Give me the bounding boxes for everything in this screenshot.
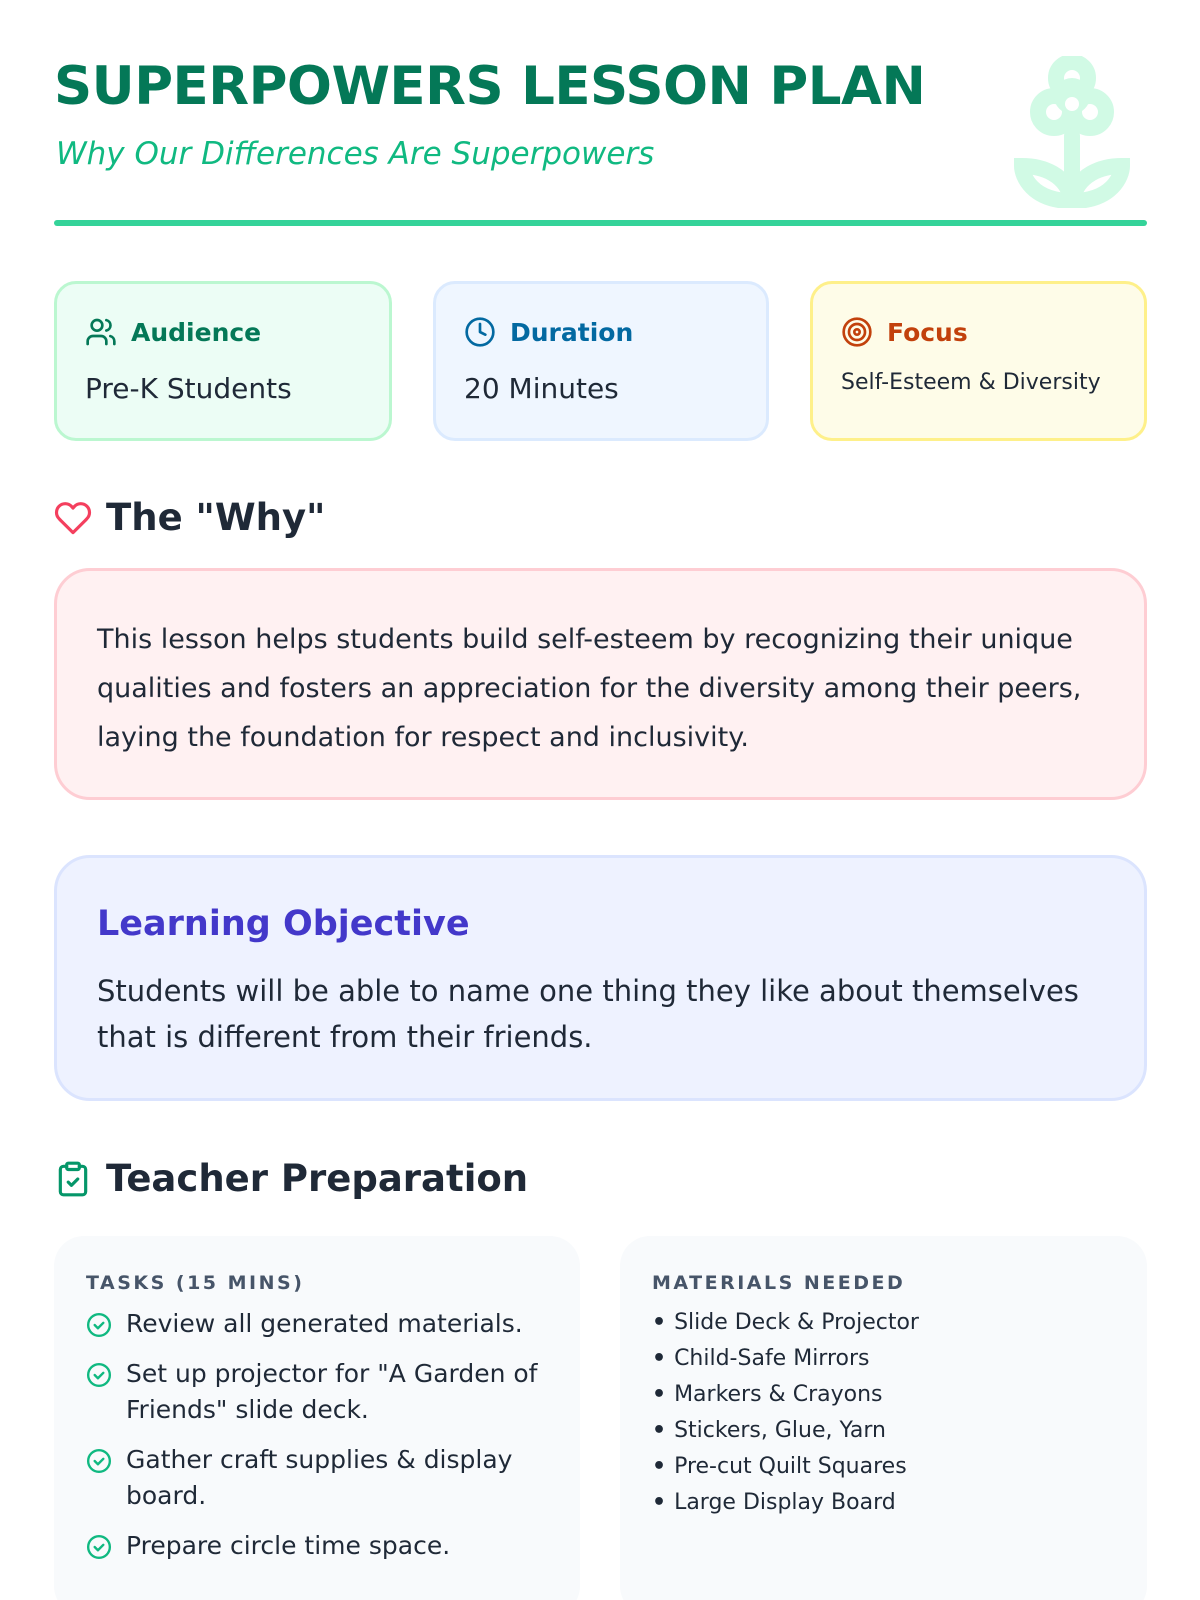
why-box: [54, 568, 1147, 800]
why-heading: [54, 496, 325, 539]
check-circle-icon: [86, 1362, 112, 1388]
task-item: [86, 1442, 546, 1514]
focus-label: Focus: [887, 317, 968, 347]
lesson-plan-page: [54, 0, 1147, 1600]
focus-card: [810, 281, 1147, 441]
task-item: [86, 1528, 546, 1564]
materials-card: [620, 1236, 1147, 1600]
task-item: [86, 1356, 546, 1428]
check-circle-icon: [86, 1448, 112, 1474]
users-icon: [85, 316, 117, 348]
material-text: Pre-cut Quilt Squares: [674, 1454, 907, 1479]
material-item: • Pre-cut Quilt Squares: [652, 1454, 907, 1479]
material-text: Stickers, Glue, Yarn: [674, 1418, 886, 1443]
material-text: Child-Safe Mirrors: [674, 1346, 870, 1371]
header-divider: [54, 220, 1147, 226]
duration-label: Duration: [510, 317, 634, 347]
material-item: • Stickers, Glue, Yarn: [652, 1418, 886, 1443]
flower-icon: [1012, 56, 1132, 208]
objective-box: [54, 855, 1147, 1101]
audience-value: Pre-K Students: [85, 372, 292, 405]
page-title: SUPERPOWERS LESSON PLAN: [54, 56, 926, 117]
focus-value: Self-Esteem & Diversity: [841, 370, 1101, 395]
objective-text: Students will be able to name one thing they like about themselves that is different from their friends.: [97, 974, 1079, 1054]
material-text: Slide Deck & Projector: [674, 1310, 919, 1335]
material-item: • Slide Deck & Projector: [652, 1310, 919, 1335]
prep-title: Teacher Preparation: [106, 1157, 529, 1200]
tasks-title: TASKS (15 MINS): [86, 1272, 305, 1294]
task-text: Gather craft supplies & display board.: [126, 1445, 513, 1510]
prep-heading: [54, 1157, 528, 1200]
material-item: • Markers & Crayons: [652, 1382, 883, 1407]
why-title: The "Why": [106, 496, 326, 539]
materials-title: MATERIALS NEEDED: [652, 1272, 906, 1294]
material-text: Markers & Crayons: [674, 1382, 883, 1407]
page-subtitle: Why Our Differences Are Superpowers: [56, 136, 655, 172]
task-item: [86, 1306, 546, 1342]
audience-label: Audience: [131, 317, 262, 347]
tasks-card: [54, 1236, 580, 1600]
duration-card: [433, 281, 769, 441]
objective-title: Learning Objective: [97, 904, 470, 944]
why-text: This lesson helps students build self-esteem by recognizing their unique qualities and fosters an appreciation for the diversity among their peers, laying the foundation for respect and inclusivity.: [97, 624, 1082, 753]
material-item: • Child-Safe Mirrors: [652, 1346, 870, 1371]
task-text: Prepare circle time space.: [126, 1531, 451, 1560]
task-text: Set up projector for "A Garden of Friends" slide deck.: [126, 1359, 538, 1424]
heart-icon: [54, 499, 92, 537]
clock-icon: [464, 316, 496, 348]
check-circle-icon: [86, 1534, 112, 1560]
header: [54, 50, 1147, 228]
clipboard-check-icon: [54, 1160, 92, 1198]
duration-value: 20 Minutes: [464, 372, 619, 405]
material-text: Large Display Board: [674, 1490, 896, 1515]
target-icon: [841, 316, 873, 348]
audience-card: [54, 281, 392, 441]
check-circle-icon: [86, 1312, 112, 1338]
task-text: Review all generated materials.: [126, 1309, 523, 1338]
material-item: • Large Display Board: [652, 1490, 896, 1515]
